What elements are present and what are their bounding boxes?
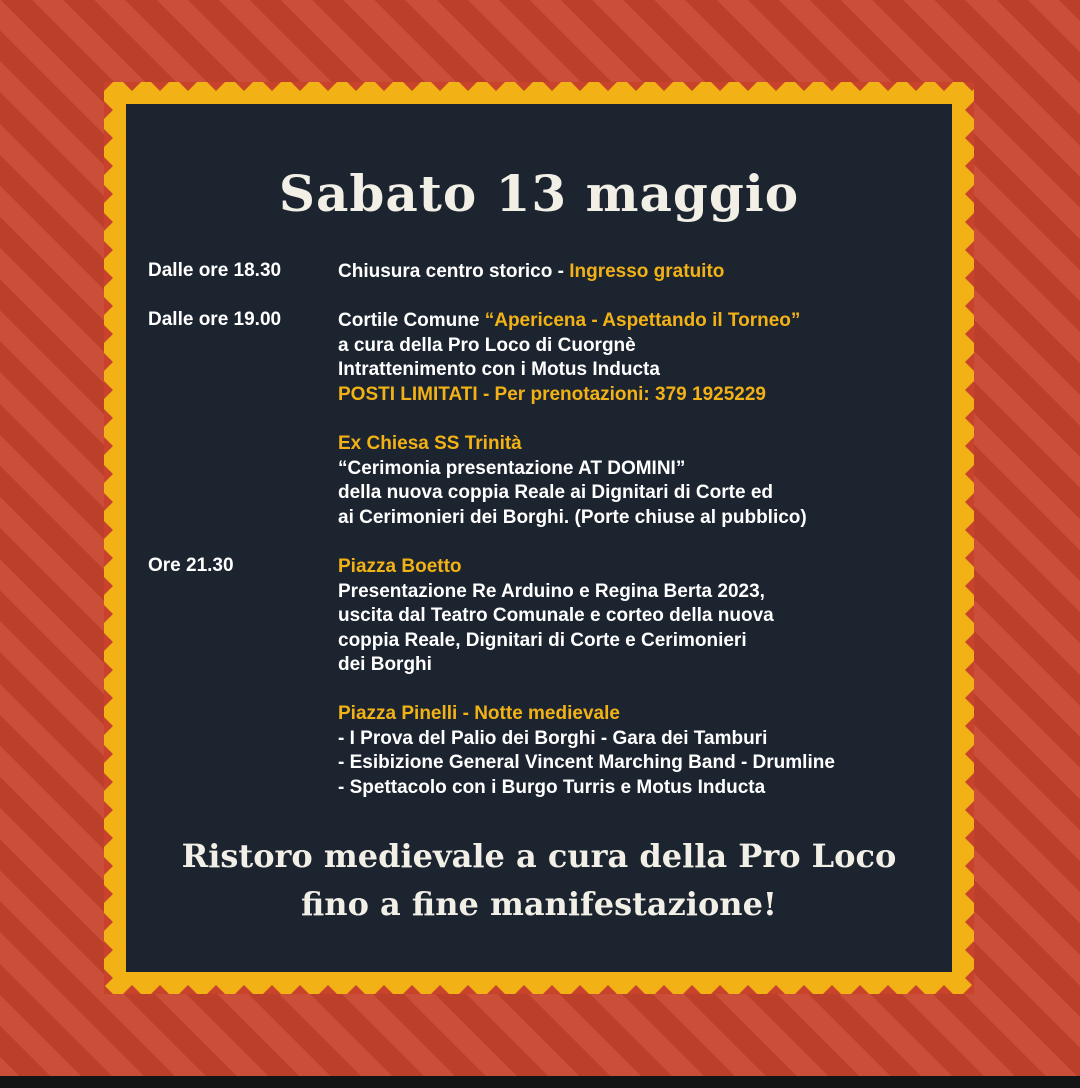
event-line — [338, 334, 942, 359]
event-text: Chiusura centro storico - — [338, 261, 570, 282]
highlight-text: Ex Chiesa SS Trinità — [338, 433, 522, 454]
diamond-shape — [263, 985, 281, 994]
diamond-shape — [515, 985, 533, 994]
event-line — [338, 604, 942, 629]
diamond-shape — [104, 689, 113, 707]
diamond-shape — [104, 129, 113, 147]
event-line — [338, 751, 942, 776]
diamond-shape — [235, 82, 253, 91]
diamond-shape — [104, 493, 113, 511]
event-text: - Spettacolo con i Burgo Turris e Motus Inducta — [338, 776, 766, 798]
event-line — [338, 481, 942, 506]
diamond-shape — [104, 185, 113, 203]
diamond-shape — [965, 325, 974, 343]
event-text: - I Prova del Palio dei Borghi - Gara dei Tamburi — [338, 727, 768, 749]
highlight-text: “Apericena - Aspettando il Torneo” — [484, 310, 801, 331]
diamond-shape — [459, 985, 477, 994]
diamond-shape — [599, 82, 617, 91]
diamond-shape — [965, 157, 974, 175]
diamond-shape — [965, 353, 974, 371]
event-line — [338, 580, 942, 605]
diamond-shape — [291, 985, 309, 994]
diamond-shape — [104, 82, 113, 91]
diamond-shape — [104, 381, 113, 399]
diamond-shape — [431, 985, 449, 994]
diamond-shape — [403, 985, 421, 994]
diamond-shape — [543, 985, 561, 994]
diamond-shape — [963, 985, 974, 994]
diamond-shape — [459, 82, 477, 91]
footer-line: Ristoro medievale a cura della Pro Loco — [181, 837, 897, 875]
event-line — [338, 727, 942, 752]
diamond-shape — [347, 82, 365, 91]
diamond-shape — [655, 985, 673, 994]
diamond-shape — [104, 241, 113, 259]
diamond-shape — [104, 829, 113, 847]
diamond-shape — [963, 82, 974, 91]
event-line — [338, 358, 942, 383]
event-text: “Cerimonia presentazione AT DOMINI” — [338, 457, 686, 479]
diamond-shape — [104, 633, 113, 651]
event-line — [338, 555, 942, 580]
schedule-panel — [126, 104, 952, 972]
diamond-shape — [965, 381, 974, 399]
event-text: Intrattenimento con i Motus Inducta — [338, 359, 660, 380]
diamond-shape — [965, 521, 974, 539]
diamond-shape — [965, 913, 974, 931]
diamond-shape — [965, 269, 974, 287]
event-description — [338, 260, 942, 285]
diamond-shape — [319, 985, 337, 994]
diamond-shape — [104, 297, 113, 315]
diamond-shape — [965, 689, 974, 707]
diamond-shape — [104, 857, 113, 875]
event-time: Ore 21.30 — [148, 555, 234, 576]
event-line — [338, 457, 942, 482]
diamond-shape — [795, 82, 813, 91]
diamond-shape — [123, 985, 141, 994]
diamond-shape — [151, 985, 169, 994]
diamond-shape — [431, 82, 449, 91]
diamond-shape — [104, 101, 113, 119]
diamond-shape — [907, 985, 925, 994]
event-text: della nuova coppia Reale ai Dignitari di Corte ed — [338, 482, 773, 503]
highlight-text: Piazza Pinelli - Notte medievale — [338, 703, 620, 724]
event-description — [338, 702, 942, 800]
event-description — [338, 432, 942, 530]
diamond-shape — [965, 941, 974, 959]
diamond-shape — [879, 985, 897, 994]
diamond-shape — [965, 857, 974, 875]
diamond-shape — [965, 549, 974, 567]
decorative-border — [104, 82, 974, 994]
event-text: coppia Reale, Dignitari di Corte e Cerimonieri — [338, 629, 747, 651]
diamond-shape — [935, 82, 953, 91]
diamond-shape — [965, 773, 974, 791]
diamond-shape — [795, 985, 813, 994]
diamond-shape — [104, 325, 113, 343]
event-time: Dalle ore 18.30 — [148, 260, 282, 281]
event-time: Dalle ore 19.00 — [148, 309, 282, 330]
event-text: - Esibizione General Vincent Marching Band - Drumline — [338, 752, 835, 773]
diamond-shape — [965, 661, 974, 679]
diamond-shape — [767, 82, 785, 91]
diamond-shape — [739, 985, 757, 994]
diamond-shape — [104, 521, 113, 539]
event-text: Presentazione Re Arduino e Regina Berta 2023, — [338, 580, 765, 602]
diamond-shape — [375, 82, 393, 91]
event-line — [338, 309, 942, 334]
diamond-shape — [104, 801, 113, 819]
diamond-shape — [179, 82, 197, 91]
diamond-shape — [627, 985, 645, 994]
diamond-shape — [935, 985, 953, 994]
diamond-shape — [965, 241, 974, 259]
diamond-shape — [104, 605, 113, 623]
diamond-shape — [179, 985, 197, 994]
diamond-shape — [319, 82, 337, 91]
diamond-shape — [965, 129, 974, 147]
diamond-shape — [207, 985, 225, 994]
highlight-text: Ingresso gratuito — [569, 261, 725, 282]
diamond-shape — [207, 82, 225, 91]
diamond-shape — [683, 985, 701, 994]
diamond-shape — [571, 82, 589, 91]
event-line — [338, 629, 942, 654]
diamond-shape — [823, 985, 841, 994]
event-line — [338, 260, 942, 285]
diamond-shape — [123, 82, 141, 91]
diamond-shape — [543, 82, 561, 91]
diamond-shape — [347, 985, 365, 994]
diamond-shape — [655, 82, 673, 91]
diamond-shape — [104, 969, 113, 987]
diamond-shape — [683, 82, 701, 91]
event-text: ai Cerimonieri dei Borghi. (Porte chiuse al pubblico) — [338, 506, 807, 528]
diamond-shape — [965, 185, 974, 203]
diamond-shape — [104, 745, 113, 763]
diamond-shape — [767, 985, 785, 994]
diamond-shape — [104, 353, 113, 371]
diamond-shape — [851, 985, 869, 994]
diamond-shape — [235, 985, 253, 994]
diamond-shape — [823, 82, 841, 91]
event-text: a cura della Pro Loco di Cuorgnè — [338, 334, 636, 356]
diamond-shape — [104, 773, 113, 791]
bottom-bar — [0, 1076, 1080, 1088]
diamond-shape — [965, 717, 974, 735]
event-text: dei Borghi — [338, 654, 432, 675]
event-line — [338, 776, 942, 801]
event-line — [338, 506, 942, 531]
diamond-shape — [104, 269, 113, 287]
footer-note — [126, 832, 952, 928]
diamond-shape — [487, 82, 505, 91]
diamond-shape — [627, 82, 645, 91]
diamond-shape — [879, 82, 897, 91]
diamond-shape — [515, 82, 533, 91]
event-line — [338, 653, 942, 678]
diamond-shape — [403, 82, 421, 91]
diamond-shape — [907, 82, 925, 91]
diamond-shape — [104, 913, 113, 931]
diamond-shape — [965, 101, 974, 119]
diamond-shape — [965, 801, 974, 819]
diamond-shape — [711, 82, 729, 91]
diamond-shape — [263, 82, 281, 91]
diamond-shape — [104, 941, 113, 959]
diamond-shape — [104, 549, 113, 567]
diamond-shape — [104, 465, 113, 483]
diamond-shape — [104, 213, 113, 231]
event-description — [338, 309, 942, 407]
footer-line: fino a fine manifestazione! — [301, 885, 777, 923]
event-text: uscita dal Teatro Comunale e corteo della nuova — [338, 605, 774, 626]
diamond-shape — [965, 885, 974, 903]
diamond-shape — [851, 82, 869, 91]
diamond-shape — [965, 493, 974, 511]
highlight-text: Piazza Boetto — [338, 556, 462, 577]
diamond-shape — [104, 985, 113, 994]
event-text: Cortile Comune — [338, 310, 485, 331]
diamond-shape — [104, 577, 113, 595]
diamond-shape — [965, 829, 974, 847]
diamond-shape — [291, 82, 309, 91]
diamond-shape — [965, 437, 974, 455]
diamond-shape — [104, 717, 113, 735]
event-description — [338, 555, 942, 678]
diamond-shape — [965, 577, 974, 595]
diamond-shape — [965, 745, 974, 763]
event-line — [338, 383, 942, 408]
diamond-shape — [571, 985, 589, 994]
diamond-shape — [104, 661, 113, 679]
highlight-text: POSTI LIMITATI - Per prenotazioni: 379 1925229 — [338, 383, 766, 405]
diamond-shape — [965, 969, 974, 987]
diamond-shape — [965, 633, 974, 651]
diamond-shape — [965, 297, 974, 315]
event-line — [338, 702, 942, 727]
event-line — [338, 432, 942, 457]
diamond-shape — [104, 885, 113, 903]
diamond-shape — [965, 409, 974, 427]
diamond-shape — [965, 465, 974, 483]
diamond-shape — [965, 605, 974, 623]
diamond-shape — [104, 409, 113, 427]
diamond-shape — [375, 985, 393, 994]
diamond-shape — [151, 82, 169, 91]
diamond-shape — [711, 985, 729, 994]
diamond-shape — [965, 213, 974, 231]
diamond-shape — [104, 437, 113, 455]
diamond-shape — [104, 157, 113, 175]
page-title: Sabato 13 maggio — [278, 164, 800, 223]
diamond-shape — [599, 985, 617, 994]
diamond-shape — [487, 985, 505, 994]
diamond-shape — [739, 82, 757, 91]
